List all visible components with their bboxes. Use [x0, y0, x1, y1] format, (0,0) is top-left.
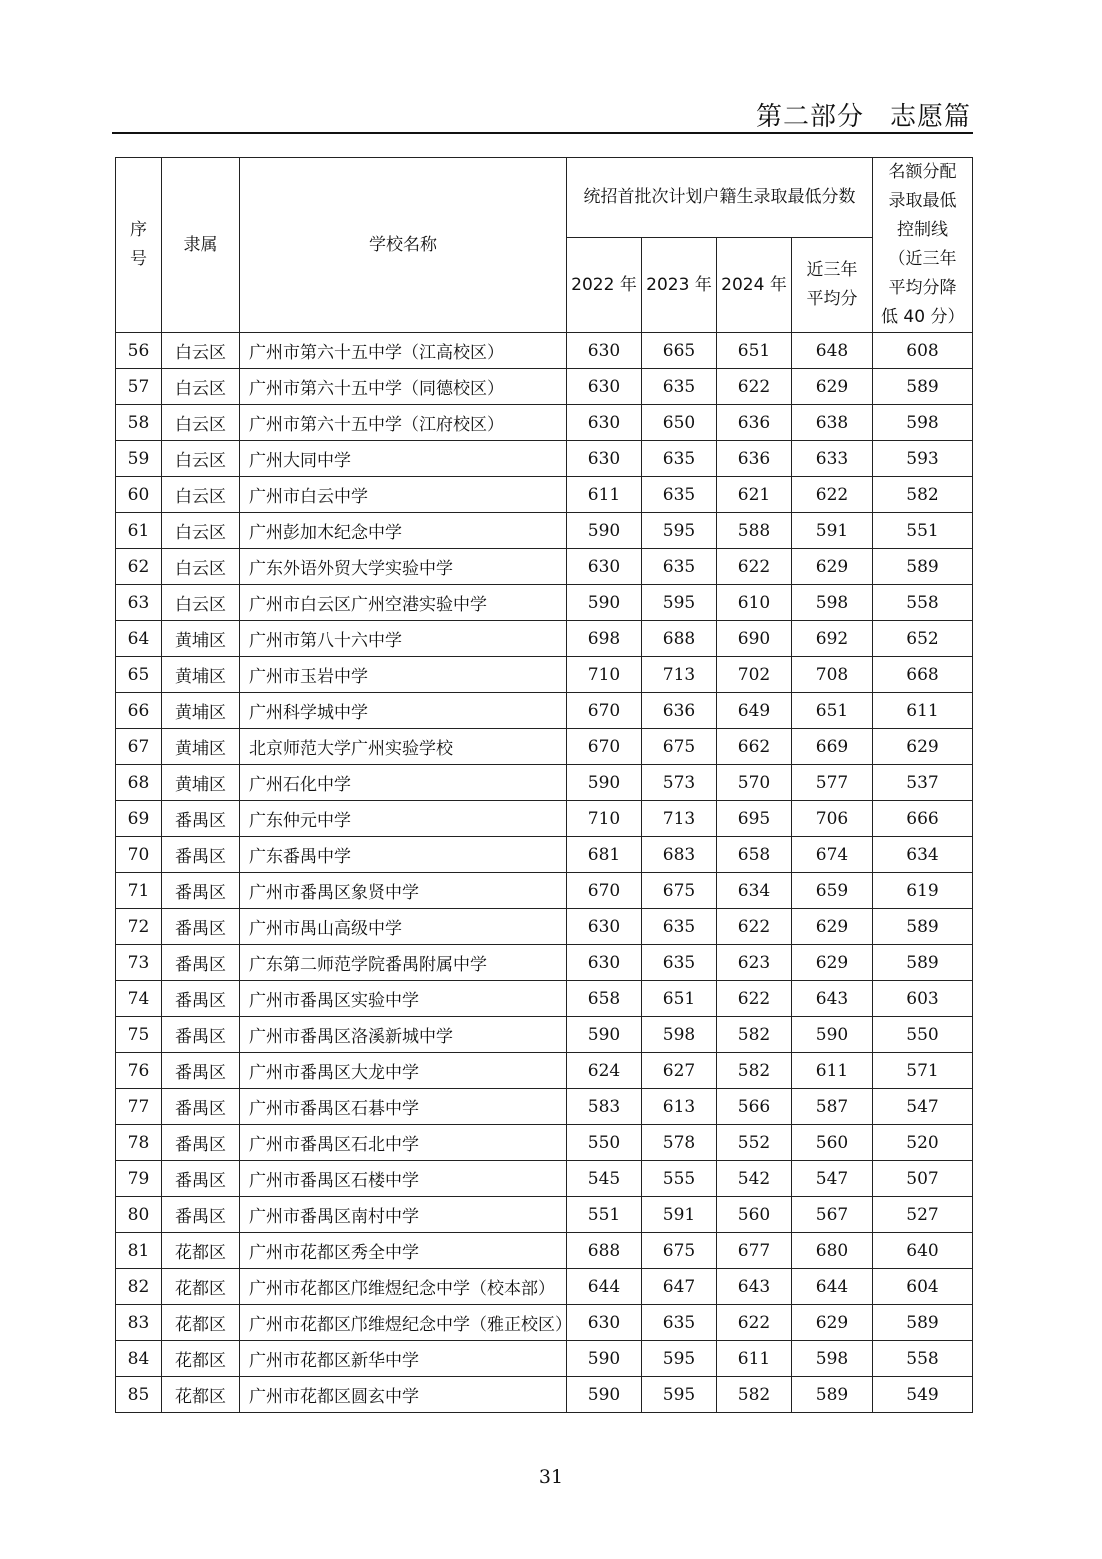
cell-score-2022: 624: [567, 1053, 642, 1089]
cell-score-2023: 573: [642, 765, 717, 801]
header-quota-line: 名额分配录取最低控制线（近三年平均分降低 40 分）: [873, 158, 973, 333]
cell-district: 花都区: [162, 1233, 240, 1269]
cell-score-2024: 649: [717, 693, 792, 729]
cell-three-year-avg: 680: [792, 1233, 873, 1269]
cell-score-2022: 658: [567, 981, 642, 1017]
cell-quota-line: 558: [873, 585, 973, 621]
cell-score-2022: 710: [567, 801, 642, 837]
cell-three-year-avg: 547: [792, 1161, 873, 1197]
cell-three-year-avg: 622: [792, 477, 873, 513]
cell-score-2024: 622: [717, 1305, 792, 1341]
cell-three-year-avg: 633: [792, 441, 873, 477]
header-school: 学校名称: [240, 158, 567, 333]
cell-quota-line: 611: [873, 693, 973, 729]
cell-index: 83: [116, 1305, 162, 1341]
cell-score-2023: 627: [642, 1053, 717, 1089]
cell-quota-line: 634: [873, 837, 973, 873]
cell-score-2023: 578: [642, 1125, 717, 1161]
cell-score-2023: 651: [642, 981, 717, 1017]
cell-three-year-avg: 644: [792, 1269, 873, 1305]
cell-quota-line: 619: [873, 873, 973, 909]
cell-index: 80: [116, 1197, 162, 1233]
cell-score-2024: 622: [717, 369, 792, 405]
table-header: [116, 158, 973, 333]
cell-score-2022: 670: [567, 873, 642, 909]
table-row: [116, 333, 973, 369]
cell-score-2023: 675: [642, 873, 717, 909]
cell-quota-line: 550: [873, 1017, 973, 1053]
cell-quota-line: 668: [873, 657, 973, 693]
cell-score-2024: 622: [717, 981, 792, 1017]
header-index: 序号: [116, 158, 162, 333]
cell-district: 番禺区: [162, 837, 240, 873]
cell-school-name: 广州市白云中学: [240, 477, 567, 513]
cell-score-2022: 670: [567, 693, 642, 729]
cell-index: 67: [116, 729, 162, 765]
cell-school-name: 广州市第六十五中学（同德校区）: [240, 369, 567, 405]
cell-score-2024: 658: [717, 837, 792, 873]
cell-school-name: 广州市番禺区石楼中学: [240, 1161, 567, 1197]
cell-quota-line: 652: [873, 621, 973, 657]
cell-quota-line: 589: [873, 549, 973, 585]
cell-three-year-avg: 692: [792, 621, 873, 657]
cell-school-name: 广州市花都区秀全中学: [240, 1233, 567, 1269]
table-row: [116, 1341, 973, 1377]
cell-score-2022: 630: [567, 549, 642, 585]
table-row: [116, 693, 973, 729]
cell-score-2022: 630: [567, 441, 642, 477]
cell-score-2023: 635: [642, 441, 717, 477]
cell-score-2024: 610: [717, 585, 792, 621]
table-row: [116, 1197, 973, 1233]
cell-quota-line: 549: [873, 1377, 973, 1413]
cell-index: 66: [116, 693, 162, 729]
cell-index: 77: [116, 1089, 162, 1125]
cell-school-name: 广州市第六十五中学（江高校区）: [240, 333, 567, 369]
cell-district: 番禺区: [162, 1053, 240, 1089]
cell-quota-line: 507: [873, 1161, 973, 1197]
cell-quota-line: 629: [873, 729, 973, 765]
cell-district: 白云区: [162, 369, 240, 405]
cell-score-2022: 590: [567, 585, 642, 621]
cell-score-2024: 651: [717, 333, 792, 369]
table-row: [116, 909, 973, 945]
cell-three-year-avg: 577: [792, 765, 873, 801]
cell-school-name: 广州市番禺区实验中学: [240, 981, 567, 1017]
cell-score-2024: 622: [717, 549, 792, 585]
table-row: [116, 1161, 973, 1197]
cell-district: 花都区: [162, 1305, 240, 1341]
cell-score-2024: 566: [717, 1089, 792, 1125]
table-row: [116, 405, 973, 441]
cell-three-year-avg: 629: [792, 909, 873, 945]
cell-score-2024: 636: [717, 405, 792, 441]
cell-district: 番禺区: [162, 909, 240, 945]
cell-quota-line: 640: [873, 1233, 973, 1269]
header-three-year-avg: 近三年平均分: [792, 238, 873, 333]
cell-quota-line: 571: [873, 1053, 973, 1089]
page-number: 31: [538, 1466, 564, 1488]
cell-quota-line: 604: [873, 1269, 973, 1305]
cell-score-2024: 570: [717, 765, 792, 801]
cell-score-2023: 635: [642, 369, 717, 405]
cell-district: 番禺区: [162, 945, 240, 981]
cell-school-name: 广州市花都区新华中学: [240, 1341, 567, 1377]
cell-score-2022: 590: [567, 1017, 642, 1053]
cell-score-2024: 623: [717, 945, 792, 981]
cell-school-name: 广州市第八十六中学: [240, 621, 567, 657]
cell-school-name: 广州市番禺区大龙中学: [240, 1053, 567, 1089]
cell-score-2022: 611: [567, 477, 642, 513]
cell-three-year-avg: 643: [792, 981, 873, 1017]
cell-district: 白云区: [162, 513, 240, 549]
cell-score-2023: 713: [642, 657, 717, 693]
cell-score-2023: 635: [642, 909, 717, 945]
cell-school-name: 广州市番禺区南村中学: [240, 1197, 567, 1233]
cell-school-name: 广东番禺中学: [240, 837, 567, 873]
cell-three-year-avg: 669: [792, 729, 873, 765]
cell-school-name: 广东仲元中学: [240, 801, 567, 837]
cell-score-2022: 644: [567, 1269, 642, 1305]
cell-quota-line: 589: [873, 369, 973, 405]
cell-district: 番禺区: [162, 1197, 240, 1233]
cell-district: 黄埔区: [162, 693, 240, 729]
cell-school-name: 广州大同中学: [240, 441, 567, 477]
cell-district: 番禺区: [162, 801, 240, 837]
cell-score-2024: 588: [717, 513, 792, 549]
cell-score-2024: 622: [717, 909, 792, 945]
table-row: [116, 477, 973, 513]
cell-three-year-avg: 638: [792, 405, 873, 441]
cell-quota-line: 582: [873, 477, 973, 513]
table-row: [116, 1377, 973, 1413]
cell-quota-line: 589: [873, 945, 973, 981]
cell-score-2023: 665: [642, 333, 717, 369]
cell-score-2022: 590: [567, 1341, 642, 1377]
cell-score-2024: 643: [717, 1269, 792, 1305]
cell-three-year-avg: 651: [792, 693, 873, 729]
table-row: [116, 621, 973, 657]
cell-school-name: 北京师范大学广州实验学校: [240, 729, 567, 765]
cell-score-2022: 590: [567, 765, 642, 801]
cell-score-2023: 635: [642, 945, 717, 981]
cell-district: 番禺区: [162, 1017, 240, 1053]
table-row: [116, 945, 973, 981]
cell-district: 黄埔区: [162, 765, 240, 801]
cell-index: 69: [116, 801, 162, 837]
cell-index: 62: [116, 549, 162, 585]
cell-quota-line: 603: [873, 981, 973, 1017]
cell-three-year-avg: 629: [792, 945, 873, 981]
cell-index: 85: [116, 1377, 162, 1413]
table-row: [116, 369, 973, 405]
cell-school-name: 广州市番禺区洛溪新城中学: [240, 1017, 567, 1053]
cell-three-year-avg: 629: [792, 1305, 873, 1341]
cell-district: 白云区: [162, 477, 240, 513]
cell-score-2023: 598: [642, 1017, 717, 1053]
cell-index: 73: [116, 945, 162, 981]
cell-score-2022: 630: [567, 909, 642, 945]
cell-score-2024: 611: [717, 1341, 792, 1377]
cell-score-2024: 582: [717, 1017, 792, 1053]
table-row: [116, 1125, 973, 1161]
cell-three-year-avg: 706: [792, 801, 873, 837]
header-2024: 2024 年: [717, 238, 792, 333]
cell-score-2024: 542: [717, 1161, 792, 1197]
cell-score-2024: 677: [717, 1233, 792, 1269]
header-2023: 2023 年: [642, 238, 717, 333]
header-2022: 2022 年: [567, 238, 642, 333]
admission-score-table: [115, 157, 973, 1413]
cell-score-2023: 591: [642, 1197, 717, 1233]
cell-quota-line: 520: [873, 1125, 973, 1161]
cell-three-year-avg: 590: [792, 1017, 873, 1053]
cell-three-year-avg: 598: [792, 585, 873, 621]
table-row: [116, 837, 973, 873]
cell-district: 花都区: [162, 1269, 240, 1305]
cell-index: 65: [116, 657, 162, 693]
cell-index: 82: [116, 1269, 162, 1305]
cell-quota-line: 547: [873, 1089, 973, 1125]
header-part: 第二部分: [755, 102, 864, 132]
cell-index: 79: [116, 1161, 162, 1197]
header-section: 志愿篇: [889, 102, 971, 132]
cell-school-name: 广州市番禺区石北中学: [240, 1125, 567, 1161]
cell-score-2023: 595: [642, 1341, 717, 1377]
table-row: [116, 981, 973, 1017]
cell-index: 81: [116, 1233, 162, 1269]
cell-three-year-avg: 659: [792, 873, 873, 909]
cell-school-name: 广州市花都区邝维煜纪念中学（校本部）: [240, 1269, 567, 1305]
cell-index: 63: [116, 585, 162, 621]
cell-score-2023: 613: [642, 1089, 717, 1125]
cell-score-2022: 590: [567, 1377, 642, 1413]
cell-district: 番禺区: [162, 1089, 240, 1125]
cell-quota-line: 608: [873, 333, 973, 369]
page-header-title: [756, 96, 971, 133]
cell-score-2023: 675: [642, 1233, 717, 1269]
cell-quota-line: 593: [873, 441, 973, 477]
cell-index: 78: [116, 1125, 162, 1161]
cell-score-2022: 681: [567, 837, 642, 873]
cell-quota-line: 589: [873, 909, 973, 945]
cell-district: 番禺区: [162, 873, 240, 909]
cell-score-2023: 595: [642, 585, 717, 621]
cell-school-name: 广东外语外贸大学实验中学: [240, 549, 567, 585]
cell-index: 56: [116, 333, 162, 369]
cell-school-name: 广州市花都区邝维煜纪念中学（雅正校区）: [240, 1305, 567, 1341]
cell-score-2023: 555: [642, 1161, 717, 1197]
cell-three-year-avg: 589: [792, 1377, 873, 1413]
cell-score-2023: 688: [642, 621, 717, 657]
cell-index: 74: [116, 981, 162, 1017]
cell-district: 白云区: [162, 585, 240, 621]
cell-score-2024: 690: [717, 621, 792, 657]
cell-score-2023: 595: [642, 1377, 717, 1413]
cell-score-2023: 635: [642, 1305, 717, 1341]
cell-school-name: 广东第二师范学院番禺附属中学: [240, 945, 567, 981]
cell-district: 白云区: [162, 333, 240, 369]
cell-district: 白云区: [162, 441, 240, 477]
cell-score-2023: 635: [642, 477, 717, 513]
table-row: [116, 585, 973, 621]
cell-score-2022: 698: [567, 621, 642, 657]
cell-district: 黄埔区: [162, 729, 240, 765]
cell-index: 68: [116, 765, 162, 801]
cell-three-year-avg: 587: [792, 1089, 873, 1125]
cell-three-year-avg: 708: [792, 657, 873, 693]
cell-school-name: 广州市第六十五中学（江府校区）: [240, 405, 567, 441]
cell-district: 番禺区: [162, 1125, 240, 1161]
cell-score-2024: 621: [717, 477, 792, 513]
cell-score-2022: 583: [567, 1089, 642, 1125]
cell-school-name: 广州科学城中学: [240, 693, 567, 729]
table-row: [116, 1053, 973, 1089]
table-row: [116, 1269, 973, 1305]
cell-three-year-avg: 611: [792, 1053, 873, 1089]
cell-score-2023: 650: [642, 405, 717, 441]
table-row: [116, 657, 973, 693]
cell-score-2023: 675: [642, 729, 717, 765]
table-body: [116, 333, 973, 1413]
cell-school-name: 广州市禺山高级中学: [240, 909, 567, 945]
table-row: [116, 1089, 973, 1125]
cell-score-2024: 662: [717, 729, 792, 765]
cell-district: 花都区: [162, 1341, 240, 1377]
cell-score-2022: 590: [567, 513, 642, 549]
cell-score-2024: 636: [717, 441, 792, 477]
cell-three-year-avg: 629: [792, 369, 873, 405]
cell-index: 57: [116, 369, 162, 405]
table-row: [116, 873, 973, 909]
cell-three-year-avg: 567: [792, 1197, 873, 1233]
cell-index: 70: [116, 837, 162, 873]
cell-score-2024: 582: [717, 1053, 792, 1089]
cell-score-2023: 647: [642, 1269, 717, 1305]
table-row: [116, 801, 973, 837]
cell-three-year-avg: 560: [792, 1125, 873, 1161]
cell-score-2023: 635: [642, 549, 717, 585]
cell-quota-line: 666: [873, 801, 973, 837]
cell-three-year-avg: 629: [792, 549, 873, 585]
cell-score-2022: 550: [567, 1125, 642, 1161]
cell-score-2024: 695: [717, 801, 792, 837]
cell-index: 72: [116, 909, 162, 945]
table-row: [116, 441, 973, 477]
cell-score-2022: 545: [567, 1161, 642, 1197]
header-rule: [112, 132, 973, 134]
cell-score-2023: 683: [642, 837, 717, 873]
cell-quota-line: 598: [873, 405, 973, 441]
cell-score-2023: 595: [642, 513, 717, 549]
table-row: [116, 729, 973, 765]
header-score-group: 统招首批次计划户籍生录取最低分数: [567, 158, 873, 238]
cell-score-2022: 551: [567, 1197, 642, 1233]
cell-score-2023: 713: [642, 801, 717, 837]
cell-index: 75: [116, 1017, 162, 1053]
cell-district: 白云区: [162, 549, 240, 585]
cell-index: 71: [116, 873, 162, 909]
cell-score-2022: 688: [567, 1233, 642, 1269]
cell-school-name: 广州市番禺区石碁中学: [240, 1089, 567, 1125]
cell-quota-line: 527: [873, 1197, 973, 1233]
cell-district: 番禺区: [162, 981, 240, 1017]
cell-score-2024: 552: [717, 1125, 792, 1161]
table-row: [116, 513, 973, 549]
cell-school-name: 广州市番禺区象贤中学: [240, 873, 567, 909]
table-row: [116, 1305, 973, 1341]
cell-quota-line: 551: [873, 513, 973, 549]
cell-quota-line: 537: [873, 765, 973, 801]
cell-score-2022: 630: [567, 1305, 642, 1341]
cell-score-2024: 634: [717, 873, 792, 909]
cell-school-name: 广州市白云区广州空港实验中学: [240, 585, 567, 621]
cell-score-2024: 702: [717, 657, 792, 693]
cell-index: 61: [116, 513, 162, 549]
cell-district: 白云区: [162, 405, 240, 441]
cell-school-name: 广州市玉岩中学: [240, 657, 567, 693]
cell-score-2022: 630: [567, 333, 642, 369]
cell-index: 58: [116, 405, 162, 441]
cell-school-name: 广州市花都区圆玄中学: [240, 1377, 567, 1413]
cell-three-year-avg: 648: [792, 333, 873, 369]
cell-score-2022: 630: [567, 369, 642, 405]
cell-three-year-avg: 598: [792, 1341, 873, 1377]
cell-index: 59: [116, 441, 162, 477]
cell-index: 76: [116, 1053, 162, 1089]
cell-district: 花都区: [162, 1377, 240, 1413]
header-district: 隶属: [162, 158, 240, 333]
table-row: [116, 549, 973, 585]
cell-index: 84: [116, 1341, 162, 1377]
cell-score-2023: 636: [642, 693, 717, 729]
cell-district: 黄埔区: [162, 657, 240, 693]
cell-district: 黄埔区: [162, 621, 240, 657]
cell-score-2024: 560: [717, 1197, 792, 1233]
cell-district: 番禺区: [162, 1161, 240, 1197]
table-row: [116, 765, 973, 801]
cell-score-2022: 630: [567, 405, 642, 441]
cell-score-2022: 630: [567, 945, 642, 981]
cell-school-name: 广州石化中学: [240, 765, 567, 801]
cell-three-year-avg: 591: [792, 513, 873, 549]
table-row: [116, 1017, 973, 1053]
table-row: [116, 1233, 973, 1269]
cell-quota-line: 589: [873, 1305, 973, 1341]
cell-three-year-avg: 674: [792, 837, 873, 873]
cell-school-name: 广州彭加木纪念中学: [240, 513, 567, 549]
cell-index: 60: [116, 477, 162, 513]
cell-score-2024: 582: [717, 1377, 792, 1413]
cell-quota-line: 558: [873, 1341, 973, 1377]
cell-score-2022: 670: [567, 729, 642, 765]
cell-score-2022: 710: [567, 657, 642, 693]
cell-index: 64: [116, 621, 162, 657]
